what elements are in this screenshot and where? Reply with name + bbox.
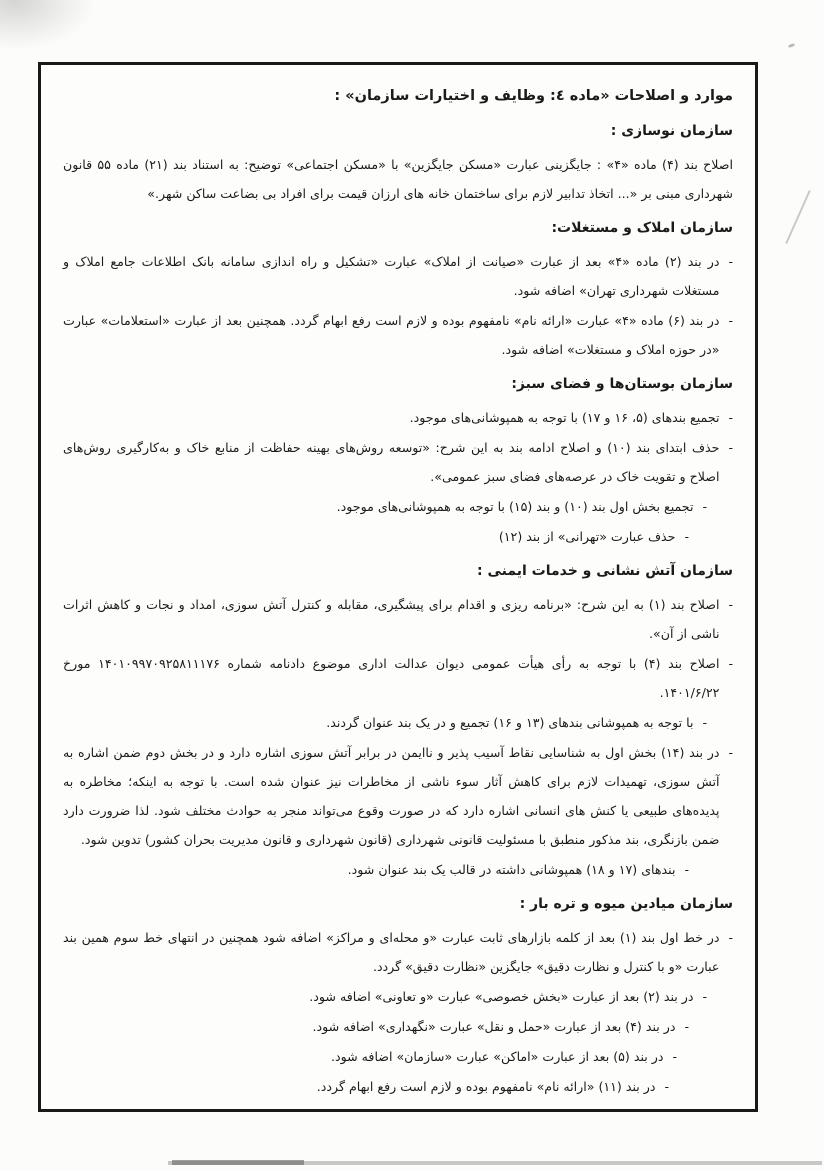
- section-heading: سازمان نوسازی :: [610, 123, 733, 139]
- bullet-item: [63, 306, 733, 364]
- bullet-item: [63, 247, 733, 305]
- bullet-item: [63, 1072, 733, 1101]
- bullet-text: اصلاح بند (۴) با توجه به رأی هیأت عمومی دیوان عدالت اداری موضوع دادنامه شماره ۱۴۰۱۰۹۹۷۰۹۲۵۸۱۱۱۷۶ مورخ ۱۴۰۱/۶/۲۲.: [63, 656, 720, 700]
- bullet-dash-marker: -: [728, 745, 733, 760]
- bullet-dash-marker: -: [728, 254, 733, 269]
- bullet-item: [63, 590, 733, 648]
- section-heading: سازمان املاک و مستغلات:: [551, 220, 733, 236]
- scan-smudge-artifact: [0, 0, 92, 48]
- scan-edge-band-dark: [172, 1160, 304, 1165]
- bullet-item: [63, 923, 733, 981]
- scan-scratch-artifact: [785, 190, 810, 244]
- bullet-text: تجمیع بندهای (۵، ۱۶ و ۱۷) با توجه به همپوشانی‌های موجود.: [409, 410, 720, 425]
- bullet-dash-marker: -: [728, 930, 733, 945]
- bullet-text: در بند (۶) ماده «۴» عبارت «ارائه نام» نامفهوم بوده و لازم است رفع ابهام گردد. همچنین بعد از عبارت «استعلامات» عبارت «در حوزه املاک و مستغلات» اضافه شود.: [63, 313, 720, 357]
- bullet-item: [63, 403, 733, 432]
- bullet-dash-marker: -: [664, 1079, 669, 1094]
- section-heading: سازمان بوستان‌ها و فضای سبز:: [511, 376, 733, 392]
- bullet-dash-marker: -: [684, 529, 689, 544]
- bullet-text: در بند (۲) بعد از عبارت «بخش خصوصی» عبارت «و تعاونی» اضافه شود.: [309, 989, 694, 1004]
- bullet-item: [63, 649, 733, 707]
- bullet-item: [63, 1042, 733, 1071]
- bullet-text: در بند (۱۴) بخش اول به شناسایی نقاط آسیب پذیر و ناایمن در برابر آتش سوزی اشاره دارد و در بخش دوم ضمن اشاره به آتش سوزی، تهمیدات لازم برای کاهش آثار سوء ناشی از مخاطرات نیز عنوان شده است. با توجه به اینکه؛ مخاطره به پدیده‌های طبیعی یا کنش های انسانی اشاره دارد که در صورت وقوع می‌تواند منجر به حوادث مختلف شود. لذا ضرورت دارد ضمن بازنگری، بند مذکور منطبق با مسئولیت قانونی شهرداری (قانون شهرداری و قانون مدیریت بحران کشور) تدوین شود.: [63, 745, 720, 847]
- bullet-dash-marker: -: [728, 656, 733, 671]
- document-frame: [38, 62, 758, 1112]
- bullet-text: در خط اول بند (۱) بعد از کلمه بازارهای ثابت عبارت «و محله‌ای و مراکز» اضافه شود همچنین در انتهای خط سوم همین بند عبارت «و با کنترل و نظارت دقیق» جایگزین «نظارت دقیق» گردد.: [63, 930, 720, 974]
- bullet-dash-marker: -: [728, 313, 733, 328]
- bullet-item: [63, 708, 733, 737]
- bullet-dash-marker: -: [684, 1019, 689, 1034]
- bullet-dash-marker: -: [684, 862, 689, 877]
- bullet-text: در بند (۲) ماده «۴» بعد از عبارت «صیانت از املاک» عبارت «تشکیل و راه اندازی سامانه بانک اطلاعات جامع املاک و مستغلات شهرداری تهران» اضافه شود.: [63, 254, 720, 298]
- bullet-dash-marker: -: [702, 989, 707, 1004]
- bullet-item: [63, 855, 733, 884]
- bullet-text: در بند (۱۱) «ارائه نام» نامفهوم بوده و لازم است رفع ابهام گردد.: [316, 1079, 656, 1094]
- bullet-text: با توجه به همپوشانی بندهای (۱۳ و ۱۶) تجمیع و در یک بند عنوان گردند.: [326, 715, 694, 730]
- bullet-dash-marker: -: [728, 410, 733, 425]
- scan-dot-artifact: [788, 43, 796, 48]
- bullet-dash-marker: -: [672, 1049, 677, 1064]
- section-heading: سازمان میادین میوه و تره بار :: [519, 896, 733, 912]
- bullet-dash-marker: -: [728, 597, 733, 612]
- bullet-item: [63, 522, 733, 551]
- section-heading: سازمان آتش نشانی و خدمات ایمنی :: [476, 563, 733, 579]
- bullet-item: [63, 492, 733, 521]
- bullet-dash-marker: -: [728, 440, 733, 455]
- bullet-text: بندهای (۱۷ و ۱۸) همپوشانی داشته در قالب یک بند عنوان شود.: [347, 862, 676, 877]
- bullet-text: در بند (۵) بعد از عبارت «اماکن» عبارت «سازمان» اضافه شود.: [331, 1049, 664, 1064]
- bullet-item: [63, 433, 733, 491]
- bullet-text: تجمیع بخش اول بند (۱۰) و بند (۱۵) با توجه به همپوشانی‌های موجود.: [336, 499, 694, 514]
- bullet-item: [63, 1012, 733, 1041]
- bullet-text: حذف ابتدای بند (۱۰) و اصلاح ادامه بند به این شرح: «توسعه روش‌های بهینه حفاظت از منابع خاک و به‌کارگیری روش‌های اصلاح و تقویت خاک در عرصه‌های فضای سبز عمومی».: [63, 440, 720, 484]
- bullet-item: [63, 738, 733, 854]
- document-title: موارد و اصلاحات «ماده ٤: وظایف و اختیارات سازمان» :: [334, 88, 733, 104]
- bullet-dash-marker: -: [702, 715, 707, 730]
- paragraph: اصلاح بند (۴) ماده «۴» : جایگزینی عبارت «مسکن جایگزین» با «مسکن اجتماعی» توضیح: به استناد بند (۲۱) ماده ۵۵ قانون شهرداری مبنی بر «... اتخاذ تدابیر لازم برای ساختمان خانه های ارزان قیمت برای افراد بی بضاعت ساکن شهر.»: [63, 157, 734, 201]
- document-body: [63, 117, 733, 1101]
- bullet-text: حذف عبارت «تهرانی» از بند (۱۲): [498, 529, 676, 544]
- bullet-text: اصلاح بند (۱) به این شرح: «برنامه ریزی و اقدام برای پیشگیری، مقابله و کنترل آتش سوزی، امداد و نجات و کاهش اثرات ناشی از آن».: [63, 597, 720, 641]
- bullet-item: [63, 982, 733, 1011]
- bullet-dash-marker: -: [702, 499, 707, 514]
- bullet-text: در بند (۴) بعد از عبارت «حمل و نقل» عبارت «نگهداری» اضافه شود.: [312, 1019, 676, 1034]
